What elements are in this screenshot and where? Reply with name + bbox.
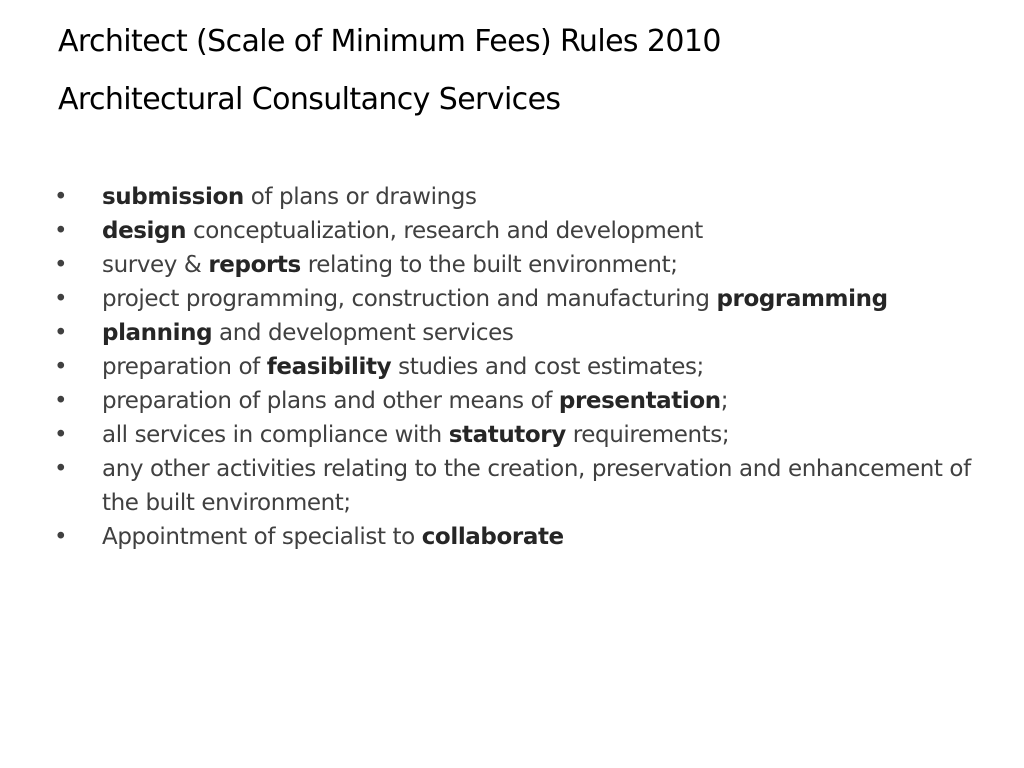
bullet-item [54, 418, 1004, 452]
bullet-text-bold: reports [208, 252, 301, 278]
bullet-text-post: conceptualization, research and development [186, 218, 703, 244]
bullet-text-post: and development services [212, 320, 514, 346]
bullet-text-post: ; [720, 388, 729, 414]
slide-subtitle: Architectural Consultancy Services [58, 82, 561, 117]
bullet-text-bold: collaborate [421, 524, 564, 550]
bullet-dot: • [54, 320, 68, 346]
bullet-text-bold: design [102, 218, 187, 244]
bullet-text-bold: planning [102, 320, 213, 346]
bullet-item [54, 248, 1004, 282]
bullet-dot: • [54, 218, 68, 244]
bullet-text-pre: project programming, construction and manufacturing [102, 286, 717, 312]
bullet-text-bold: programming [716, 286, 888, 312]
bullet-item [54, 520, 1004, 554]
bullet-dot: • [54, 286, 68, 312]
bullet-item [54, 214, 1004, 248]
bullet-dot: • [54, 388, 68, 414]
bullet-text-bold: submission [102, 184, 244, 210]
bullet-text-bold: presentation [558, 388, 721, 414]
bullet-dot: • [54, 184, 68, 210]
slide-title: Architect (Scale of Minimum Fees) Rules 2010 [58, 24, 721, 59]
bullet-dot: • [54, 354, 68, 380]
bullet-dot: • [54, 252, 68, 278]
bullet-text-pre: Appointment of specialist to [102, 524, 422, 550]
bullet-text-bold: statutory [448, 422, 566, 448]
bullet-item [54, 180, 1004, 214]
bullet-item [54, 384, 1004, 418]
bullet-text-bold: feasibility [266, 354, 392, 380]
bullet-text-pre: preparation of plans and other means of [102, 388, 559, 414]
bullet-text-post: studies and cost estimates; [391, 354, 704, 380]
bullet-text-pre: all services in compliance with [102, 422, 449, 448]
bullet-dot: • [54, 524, 68, 550]
bullet-text-pre: any other activities relating to the creation, preservation and enhancement of the built environment; [102, 456, 971, 516]
bullet-dot: • [54, 456, 68, 482]
bullet-item [54, 316, 1004, 350]
bullet-text-pre: preparation of [102, 354, 267, 380]
bullet-item [54, 282, 1004, 316]
bullet-dot: • [54, 422, 68, 448]
bullet-text-pre: survey & [102, 252, 209, 278]
bullet-item [54, 452, 1004, 520]
bullet-item [54, 350, 1004, 384]
bullet-text-post: relating to the built environment; [300, 252, 678, 278]
bullet-text-post: requirements; [565, 422, 730, 448]
bullet-list [54, 180, 1004, 554]
bullet-text-post: of plans or drawings [243, 184, 477, 210]
